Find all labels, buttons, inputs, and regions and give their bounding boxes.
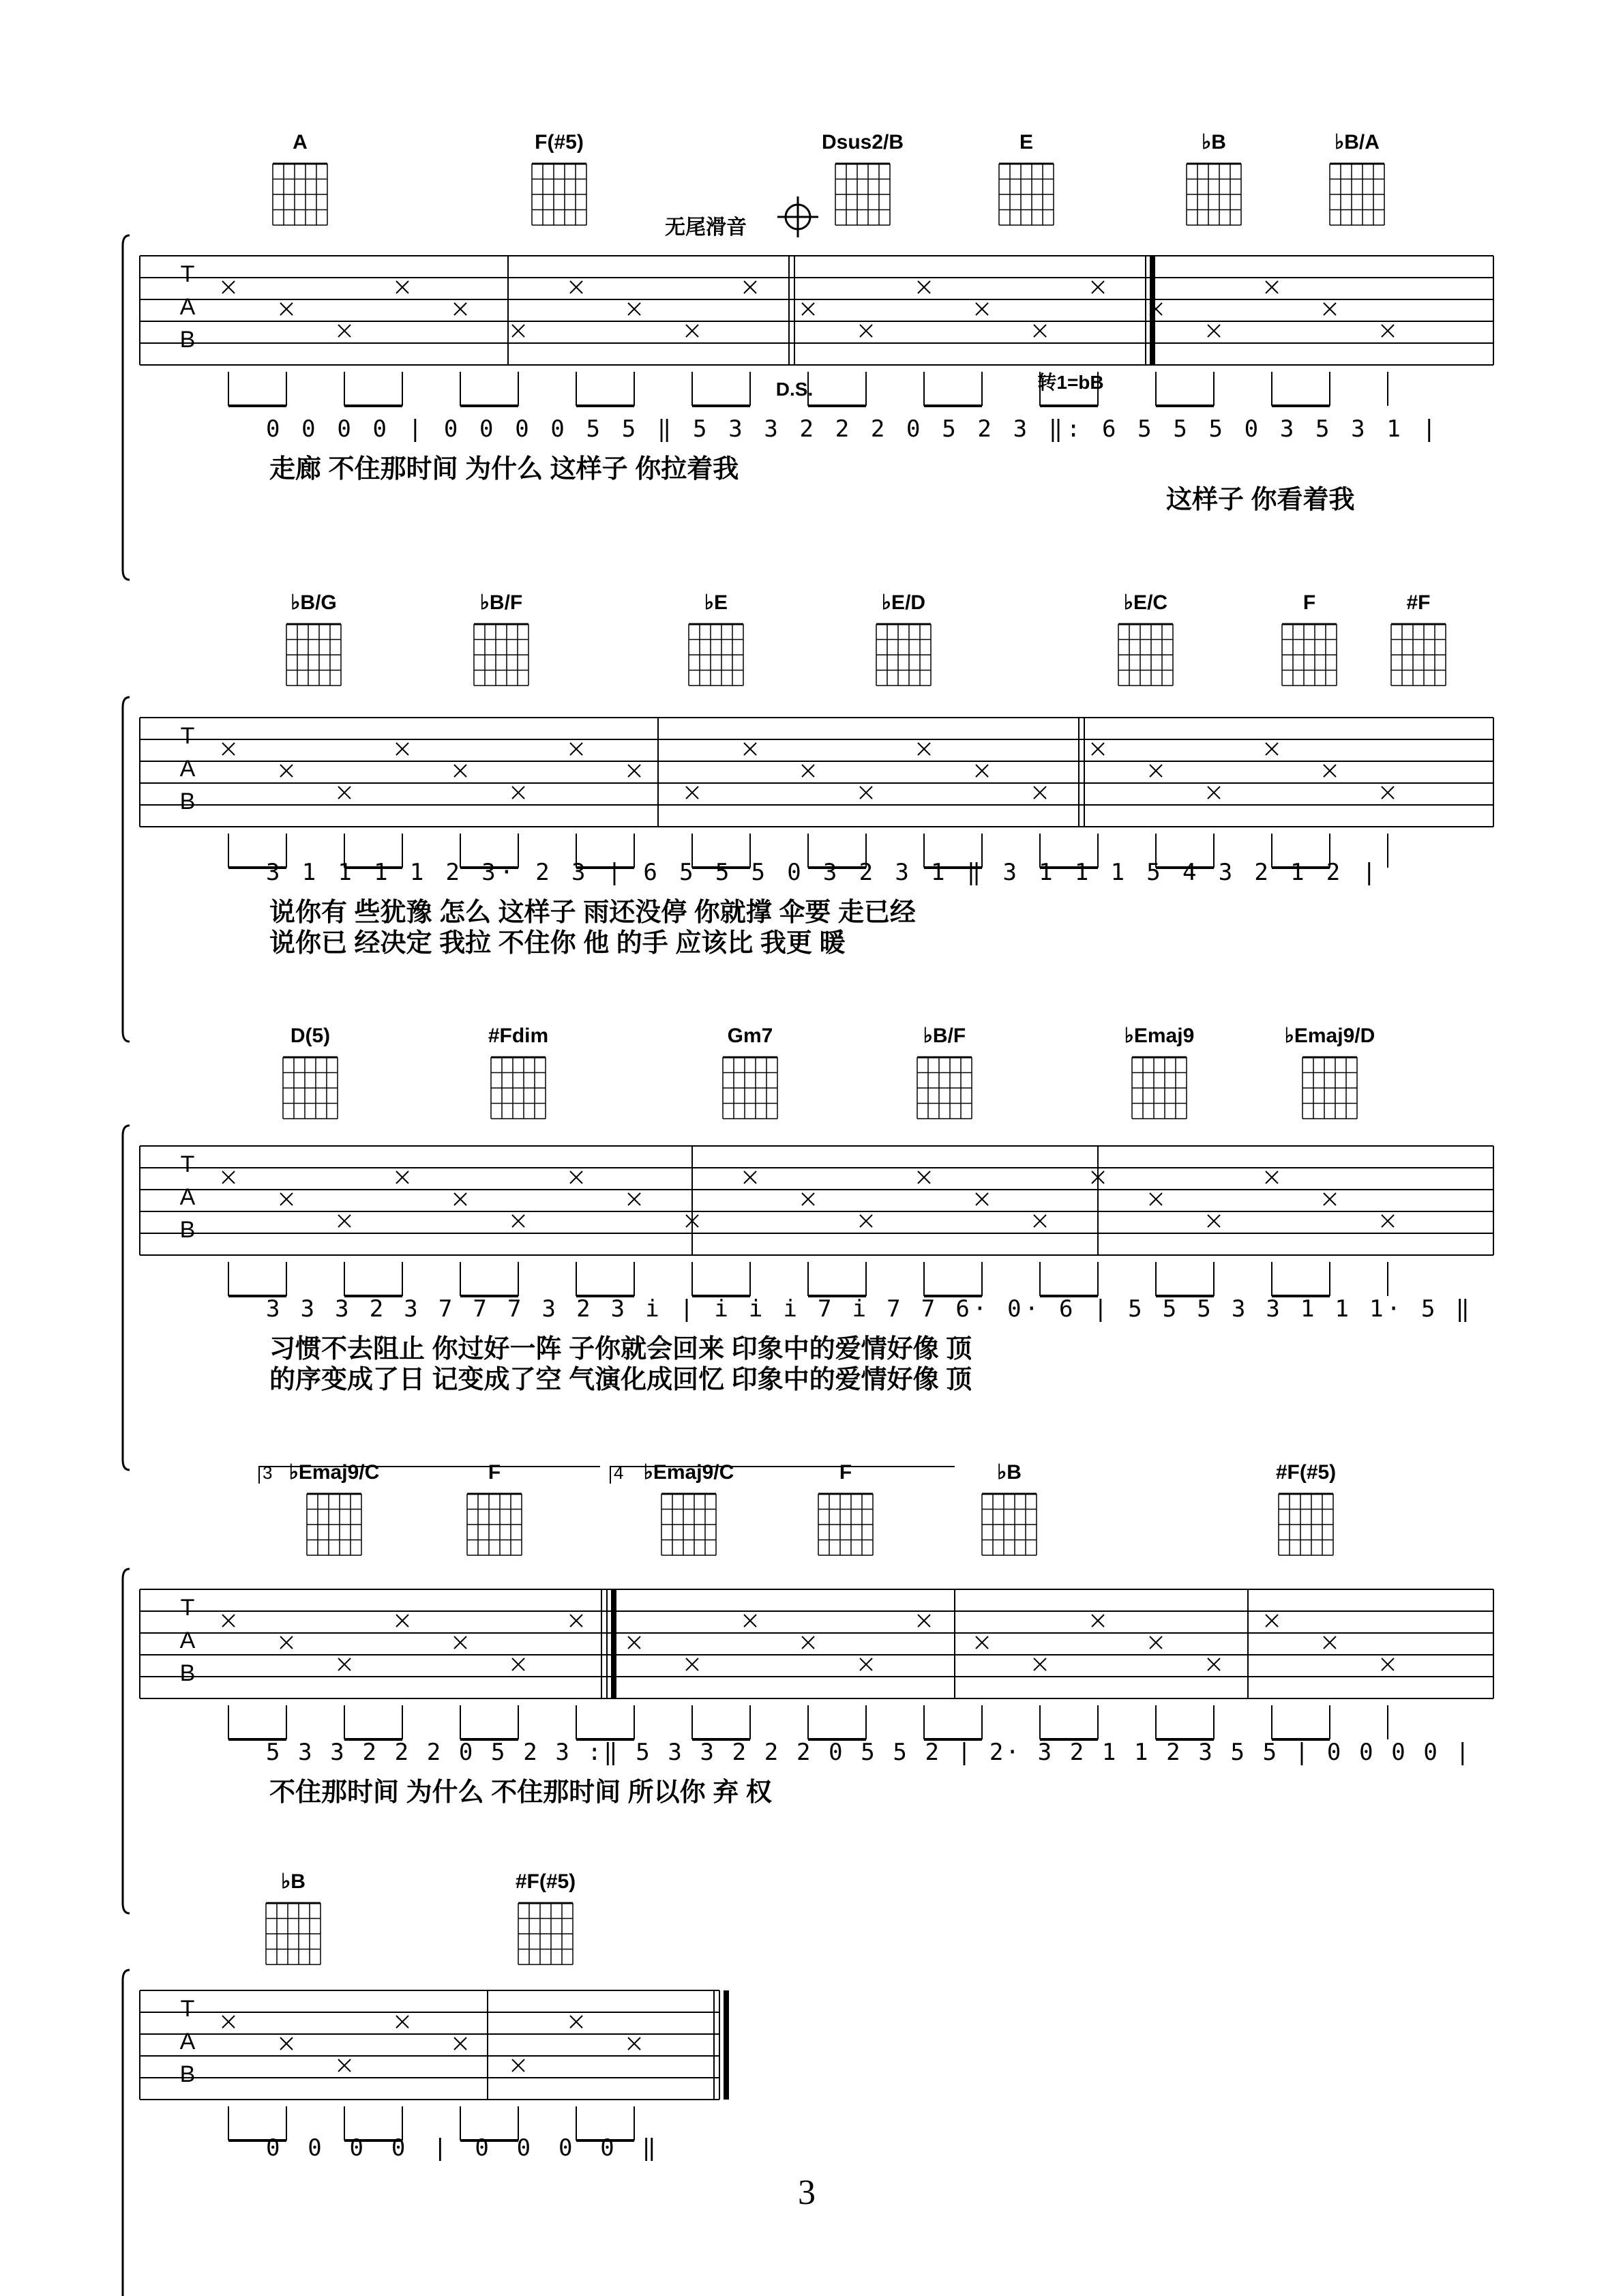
strum-x-mark xyxy=(628,2037,640,2050)
chord-diagram xyxy=(283,1025,338,1119)
strum-x-mark xyxy=(1382,786,1394,799)
chord-diagram xyxy=(266,1870,321,1964)
strum-x-mark xyxy=(802,303,814,315)
chord-diagram xyxy=(474,591,528,686)
lyrics-verse-1: 习惯不去阻止 你过好一阵 子你就会回来 印象中的爱情好像 顶 xyxy=(269,1335,972,1364)
strum-x-mark xyxy=(396,1171,408,1183)
chord-diagram xyxy=(876,591,931,686)
tab-clef-letter: A xyxy=(179,756,196,782)
strum-x-mark xyxy=(1324,1636,1336,1649)
coda-sign xyxy=(777,196,818,237)
strum-x-mark xyxy=(628,303,640,315)
chord-diagram xyxy=(1276,1461,1336,1555)
tab-clef-letter: B xyxy=(179,327,196,353)
strum-x-mark xyxy=(280,1636,293,1649)
chord-name: ♭Emaj9 xyxy=(1124,1025,1195,1047)
tab-system-5 xyxy=(123,1970,729,2296)
strum-x-mark xyxy=(454,2037,466,2050)
strum-x-mark xyxy=(1034,786,1046,799)
strum-x-mark xyxy=(396,281,408,293)
strum-x-mark xyxy=(628,1193,640,1205)
strum-x-mark xyxy=(338,2059,351,2072)
strum-x-mark xyxy=(1382,325,1394,337)
chord-diagram xyxy=(982,1461,1037,1555)
jianpu-notes: 3 3 3 2 3 7 7 7 3 2 3 i | i i i 7 i 7 7 6· 0· 6 | 5 5 5 3 3 1 1 1· 5 ‖ xyxy=(266,1295,1470,1323)
system-bracket xyxy=(123,1970,130,2296)
tab-clef-letter: T xyxy=(180,723,195,749)
strum-x-mark xyxy=(222,281,235,293)
strum-x-mark xyxy=(1208,786,1220,799)
slide-annotation: 无尾滑音 xyxy=(665,216,747,239)
chord-name: Gm7 xyxy=(727,1025,773,1047)
tab-clef-letter: A xyxy=(179,1628,196,1653)
strum-x-mark xyxy=(280,303,293,315)
strum-x-mark xyxy=(222,743,235,755)
chord-name: ♭B/G xyxy=(291,591,337,614)
strum-x-mark xyxy=(976,303,988,315)
strum-x-mark xyxy=(976,1636,988,1649)
strum-x-mark xyxy=(686,325,698,337)
chord-name: ♭E/C xyxy=(1123,591,1168,614)
strum-x-mark xyxy=(338,1215,351,1227)
strum-x-mark xyxy=(686,786,698,799)
system-bracket xyxy=(123,1569,130,1913)
chord-name: ♭Emaj9/D xyxy=(1284,1025,1375,1047)
strum-x-mark xyxy=(1266,1171,1278,1183)
chord-name: ♭Emaj9/C xyxy=(288,1461,380,1484)
chord-diagram xyxy=(723,1025,777,1119)
strum-x-mark xyxy=(860,786,872,799)
strum-x-mark xyxy=(222,1171,235,1183)
strum-x-mark xyxy=(744,281,756,293)
chord-name: A xyxy=(293,131,308,153)
chord-diagram xyxy=(516,1870,576,1964)
tab-clef-letter: T xyxy=(180,1996,195,2022)
strum-x-mark xyxy=(1266,1615,1278,1627)
strum-x-mark xyxy=(280,2037,293,2050)
strum-x-mark xyxy=(802,1193,814,1205)
strum-x-mark xyxy=(1208,325,1220,337)
tab-clef-letter: T xyxy=(180,1151,195,1177)
chord-diagram xyxy=(818,1461,873,1555)
strum-x-mark xyxy=(918,1171,930,1183)
chord-name: D(5) xyxy=(290,1025,331,1047)
chord-diagram xyxy=(488,1025,548,1119)
strum-x-mark xyxy=(1208,1215,1220,1227)
strum-x-mark xyxy=(338,786,351,799)
strum-x-mark xyxy=(918,281,930,293)
strum-x-mark xyxy=(222,1615,235,1627)
strum-x-mark xyxy=(512,1658,524,1671)
lyrics-verse-1: 说你有 些犹豫 怎么 这样子 雨还没停 你就撑 伞要 走已经 xyxy=(269,898,916,927)
strum-x-mark xyxy=(338,325,351,337)
lyrics-verse-1: 走廊 不住那时间 为什么 这样子 你拉着我 xyxy=(269,455,739,484)
jianpu-notes: 0 0 0 0 | 0 0 0 0 5 5 ‖ 5 3 3 2 2 2 0 5 2 3 ‖: 6 5 5 5 0 3 5 3 1 | xyxy=(266,415,1437,443)
strum-x-mark xyxy=(918,743,930,755)
strum-x-mark xyxy=(860,325,872,337)
chord-diagram xyxy=(999,131,1054,225)
strum-x-mark xyxy=(1324,1193,1336,1205)
chord-name: ♭E xyxy=(704,591,728,614)
chord-name: F xyxy=(839,1461,852,1484)
chord-diagram xyxy=(1282,591,1337,686)
chord-name: F(#5) xyxy=(535,131,584,153)
chord-name: #Fdim xyxy=(488,1025,549,1047)
chord-diagram xyxy=(532,131,586,225)
strum-x-mark xyxy=(570,1171,582,1183)
tab-clef-letter: T xyxy=(180,1595,195,1621)
system-bracket xyxy=(123,235,130,580)
strum-x-mark xyxy=(1324,765,1336,777)
tab-clef-letter: B xyxy=(179,2061,196,2087)
tab-clef-letter: B xyxy=(179,1660,196,1686)
strum-x-mark xyxy=(512,2059,524,2072)
strum-x-mark xyxy=(1266,281,1278,293)
chord-diagram xyxy=(644,1461,734,1555)
chord-name: #F(#5) xyxy=(1275,1461,1337,1484)
strum-x-mark xyxy=(918,1615,930,1627)
jianpu-notes: 3 1 1 1 1 2 3· 2 3 | 6 5 5 5 0 3 2 3 1 ‖ 3 1 1 1 5 4 3 2 1 2 | xyxy=(266,859,1377,886)
lyrics-verse-2: 这样子 你看着我 xyxy=(1166,486,1355,514)
strum-x-mark xyxy=(1034,1658,1046,1671)
strum-x-mark xyxy=(1208,1658,1220,1671)
tab-clef-letter: A xyxy=(179,1184,196,1210)
strum-x-mark xyxy=(1382,1215,1394,1227)
tab-system-1 xyxy=(123,235,1493,580)
lyrics-verse-1: 不住那时间 为什么 不住那时间 所以你 弃 权 xyxy=(269,1778,772,1807)
strum-x-mark xyxy=(802,1636,814,1649)
tab-clef-letter: B xyxy=(179,1217,196,1243)
system-bracket xyxy=(123,697,130,1042)
chord-name: Dsus2/B xyxy=(821,131,904,153)
chord-diagram xyxy=(1330,131,1384,225)
tab-clef-letter: A xyxy=(179,294,196,320)
strum-x-mark xyxy=(1034,1215,1046,1227)
chord-name: ♭B xyxy=(997,1461,1022,1484)
strum-x-mark xyxy=(1150,765,1162,777)
strum-x-mark xyxy=(1092,281,1104,293)
chord-diagram xyxy=(917,1025,972,1119)
chord-name: #F xyxy=(1406,591,1431,614)
chord-name: F xyxy=(1302,591,1316,614)
strum-x-mark xyxy=(396,2016,408,2028)
strum-x-mark xyxy=(744,1171,756,1183)
strum-x-mark xyxy=(1382,1658,1394,1671)
strum-x-mark xyxy=(454,765,466,777)
strum-x-mark xyxy=(1266,743,1278,755)
strum-x-mark xyxy=(1324,303,1336,315)
strum-x-mark xyxy=(1092,743,1104,755)
tab-clef-letter: A xyxy=(179,2029,196,2055)
page-number: 3 xyxy=(798,2173,816,2212)
jianpu-notes: 0 0 0 0 | 0 0 0 0 ‖ xyxy=(266,2134,656,2162)
chord-name: ♭E/D xyxy=(881,591,926,614)
chord-diagram xyxy=(286,591,341,686)
strum-x-mark xyxy=(1150,1193,1162,1205)
chord-diagram xyxy=(1187,131,1241,225)
strum-x-mark xyxy=(744,743,756,755)
strum-x-mark xyxy=(512,786,524,799)
chord-diagram xyxy=(1118,591,1173,686)
chord-name: E xyxy=(1019,131,1034,153)
strum-x-mark xyxy=(512,1215,524,1227)
strum-x-mark xyxy=(280,765,293,777)
strum-x-mark xyxy=(396,1615,408,1627)
chord-diagram xyxy=(1285,1025,1375,1119)
strum-x-mark xyxy=(222,2016,235,2028)
strum-x-mark xyxy=(280,1193,293,1205)
strum-x-mark xyxy=(570,2016,582,2028)
strum-x-mark xyxy=(860,1658,872,1671)
notation-texts xyxy=(259,196,1470,2162)
thick-barline xyxy=(724,1990,729,2100)
chord-name: ♭B/A xyxy=(1335,131,1380,153)
strum-x-mark xyxy=(860,1215,872,1227)
tab-clef-letter: B xyxy=(179,789,196,814)
strum-x-mark xyxy=(454,1636,466,1649)
jianpu-notes: 5 3 3 2 2 2 0 5 2 3 :‖ 5 3 3 2 2 2 0 5 5 2 | 2· 3 2 1 1 2 3 5 5 | 0 0 0 0 | xyxy=(266,1739,1470,1766)
chord-diagram xyxy=(1125,1025,1195,1119)
chord-diagram xyxy=(467,1461,522,1555)
chord-name: ♭Emaj9/C xyxy=(643,1461,734,1484)
strum-x-mark xyxy=(338,1658,351,1671)
chord-name: #F(#5) xyxy=(515,1870,576,1893)
strum-x-mark xyxy=(628,765,640,777)
thick-barline xyxy=(611,1589,616,1698)
volta-2: 4 xyxy=(614,1462,624,1483)
strum-x-mark xyxy=(454,303,466,315)
strum-x-mark xyxy=(454,1193,466,1205)
strum-x-mark xyxy=(512,325,524,337)
chord-diagram xyxy=(822,131,904,225)
chord-name: ♭B xyxy=(1202,131,1226,153)
strum-x-mark xyxy=(1092,1615,1104,1627)
chord-name: ♭B/F xyxy=(479,591,523,614)
chord-name: ♭B/F xyxy=(923,1025,966,1047)
volta-1: 3 xyxy=(263,1462,273,1483)
strum-x-mark xyxy=(570,281,582,293)
chord-name: ♭B xyxy=(281,1870,306,1893)
key-change: 转1=bB xyxy=(1037,372,1104,393)
ds-marking: D.S. xyxy=(775,379,814,400)
lyrics-verse-2: 的序变成了日 记变成了空 气演化成回忆 印象中的爱情好像 顶 xyxy=(269,1366,972,1394)
chord-diagram xyxy=(1391,591,1446,686)
system-bracket xyxy=(123,1125,130,1470)
strum-x-mark xyxy=(570,1615,582,1627)
strum-x-mark xyxy=(976,765,988,777)
strum-x-mark xyxy=(1034,325,1046,337)
strum-x-mark xyxy=(802,765,814,777)
strum-x-mark xyxy=(976,1193,988,1205)
chord-diagram xyxy=(273,131,327,225)
strum-x-mark xyxy=(570,743,582,755)
strum-x-mark xyxy=(686,1658,698,1671)
chord-name: F xyxy=(488,1461,501,1484)
strum-x-mark xyxy=(1150,1636,1162,1649)
chord-diagram xyxy=(689,591,743,686)
lyrics-verse-2: 说你已 经决定 我拉 不住你 他 的手 应该比 我更 暖 xyxy=(269,929,846,958)
tab-staves xyxy=(123,235,1493,2296)
strum-x-mark xyxy=(744,1615,756,1627)
strum-x-mark xyxy=(396,743,408,755)
chord-diagram xyxy=(289,1461,380,1555)
tab-clef-letter: T xyxy=(180,261,195,287)
strum-x-mark xyxy=(628,1636,640,1649)
